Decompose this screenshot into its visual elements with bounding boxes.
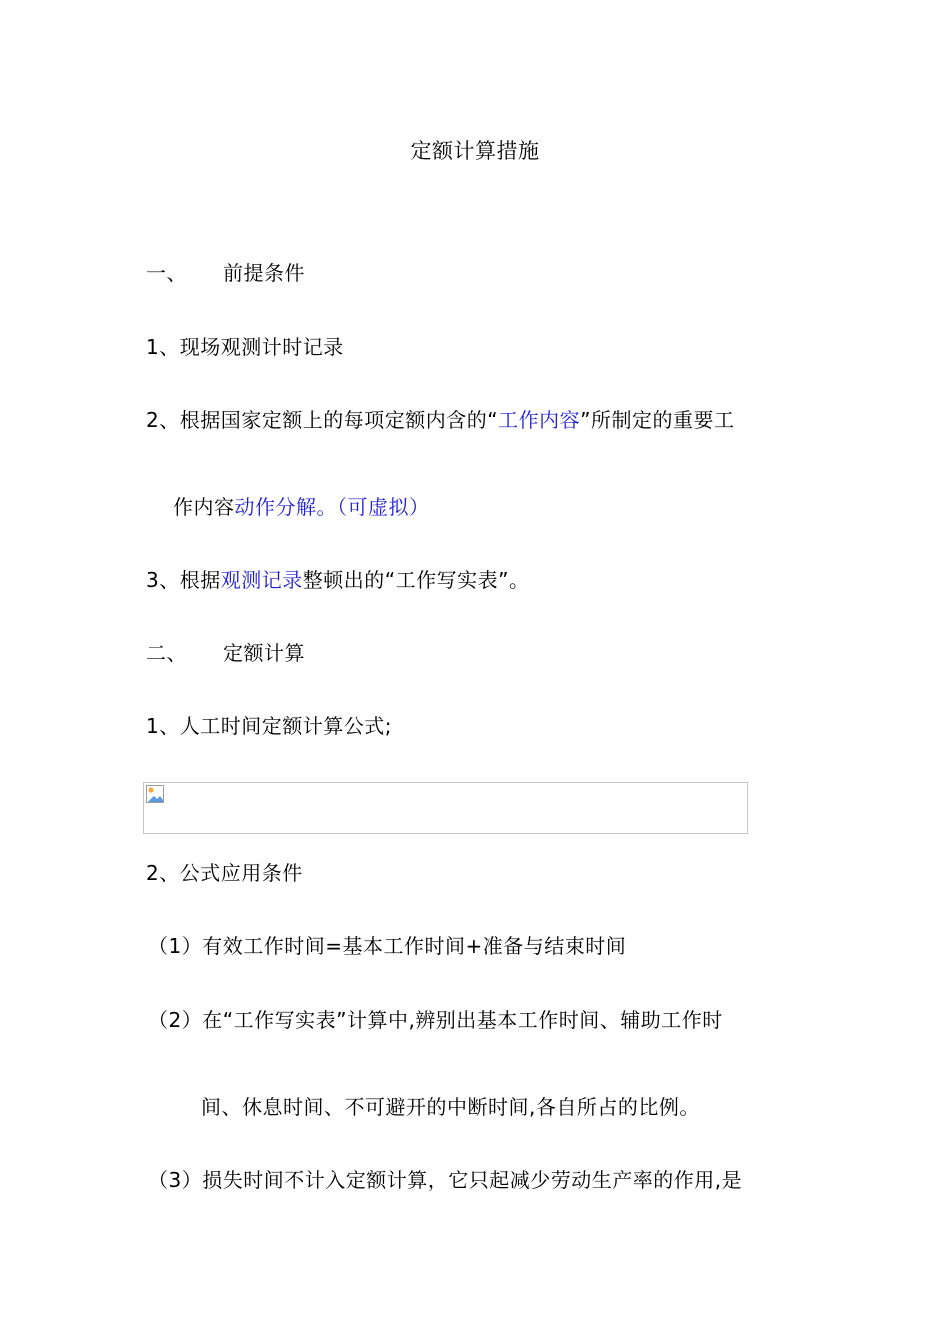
condition-3: （3）损失时间不计入定额计算，它只起减少劳动生产率的作用,是 [148, 1168, 743, 1192]
list-item-1-3 [146, 567, 529, 593]
condition-2: （2）在“工作写实表”计算中,辨别出基本工作时间、辅助工作时 [148, 1008, 723, 1032]
text-segment: 整顿出的“工作写实表”。 [302, 568, 530, 592]
section-title: 前提条件 [223, 261, 305, 285]
highlight-text: 观测记录 [220, 568, 303, 592]
text-segment: 2、根据国家定额上的每项定额内含的 [146, 408, 488, 432]
list-item-1-1: 1、现场观测计时记录 [146, 335, 344, 359]
formula-image-placeholder [143, 782, 748, 834]
section-heading-1 [146, 260, 305, 286]
highlight-text: 动作分解。（可虚拟） [234, 495, 430, 519]
condition-1: （1）有效工作时间=基本工作时间+准备与结束时间 [148, 934, 627, 958]
list-item-1-2-continued [173, 494, 430, 520]
text-segment: 作内容 [173, 495, 235, 519]
section-title: 定额计算 [223, 641, 305, 665]
quote-open: “ [487, 408, 499, 432]
section-heading-2 [146, 640, 305, 666]
broken-image-icon [146, 785, 164, 803]
section-number: 二、 [146, 641, 187, 665]
list-item-2-1: 1、人工时间定额计算公式; [146, 714, 392, 738]
text-segment: 所制定的重要工 [590, 408, 735, 432]
quote-close: ” [580, 408, 591, 432]
text-segment: 3、根据 [146, 568, 221, 592]
section-number: 一、 [146, 261, 187, 285]
list-item-1-2 [146, 407, 734, 433]
condition-2-continued: 间、休息时间、不可避开的中断时间,各自所占的比例。 [201, 1095, 700, 1119]
page-title: 定额计算措施 [410, 139, 540, 163]
highlight-text: 工作内容 [498, 408, 581, 432]
list-item-2-2: 2、公式应用条件 [146, 861, 303, 885]
